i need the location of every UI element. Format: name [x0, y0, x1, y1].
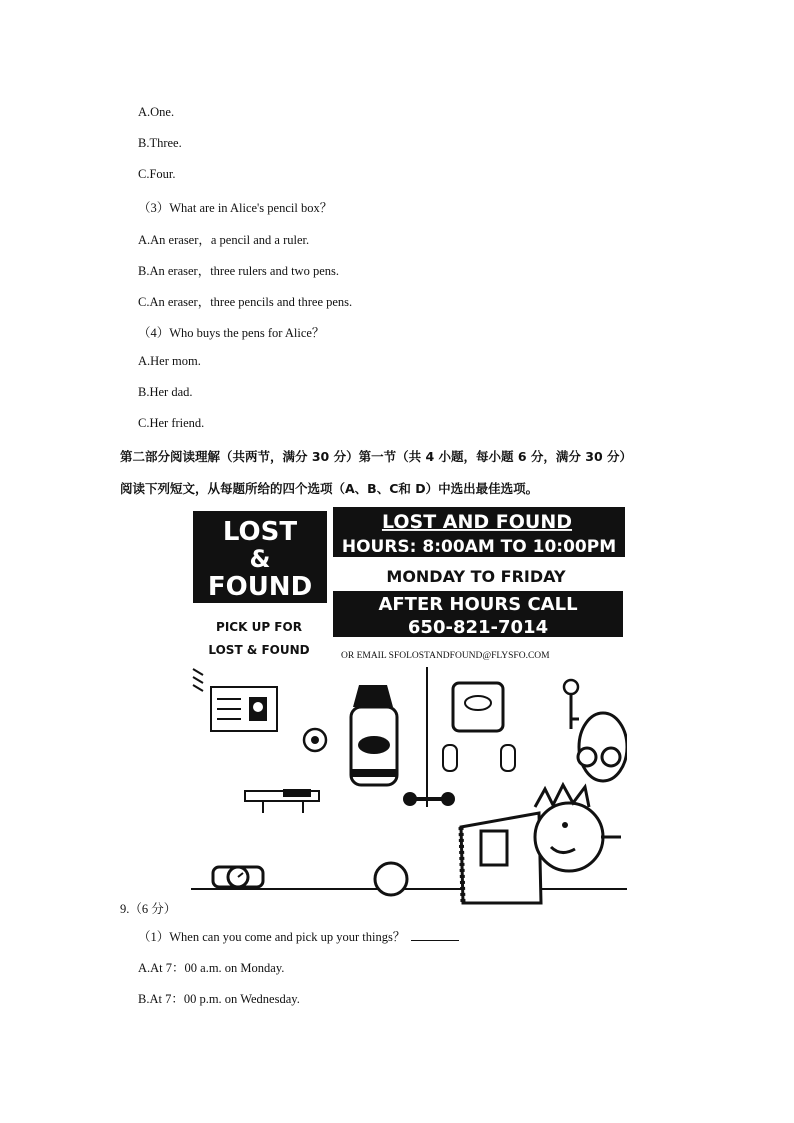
key-icon: [564, 680, 579, 729]
answer-blank[interactable]: [411, 930, 459, 941]
pen-icon: [245, 789, 319, 813]
watch-icon: [213, 867, 263, 887]
q3-option-a: A.An eraser，a pencil and a ruler.: [138, 233, 310, 247]
logo-line-2: &: [249, 545, 271, 573]
q9-number: 9.（6 分）: [120, 902, 177, 916]
q4-option-a: A.Her mom.: [138, 354, 201, 368]
ring-icon: [304, 729, 326, 751]
lost-and-found-poster: [191, 507, 627, 908]
q9-sub1-option-b: B.At 7：00 p.m. on Wednesday.: [138, 992, 300, 1006]
logo-line-3: FOUND: [207, 572, 313, 602]
poster-days: MONDAY TO FRIDAY: [386, 567, 566, 586]
poster-title: LOST AND FOUND: [381, 511, 573, 533]
motion-lines-icon: [193, 669, 203, 691]
section-instruction: 阅读下列短文，从每题所给的四个选项（A、B、C和 D）中选出最佳选项。: [120, 481, 539, 496]
pickup-line-2: LOST & FOUND: [208, 643, 310, 657]
q4-option-c: C.Her friend.: [138, 416, 205, 430]
book-icon: [461, 813, 541, 903]
q4-option-b: B.Her dad.: [138, 385, 193, 399]
q2-option-a: A.One.: [138, 105, 175, 119]
section-heading: 第二部分阅读理解（共两节，满分 30 分）第一节（共 4 小题，每小题 6 分，满分 30 分）: [120, 449, 633, 464]
poster-phone: 650-821-7014: [407, 617, 549, 638]
q3-question: （3）What are in Alice's pencil box？: [138, 201, 333, 215]
q9-sub1-question-text: （1）When can you come and pick up your things？: [138, 930, 406, 944]
dumbbell-icon: [403, 792, 455, 806]
camera-icon: [443, 683, 515, 771]
q2-option-c: C.Four.: [138, 167, 176, 181]
id-card-icon: [211, 687, 277, 731]
logo-line-1: LOST: [222, 517, 298, 547]
q3-option-b: B.An eraser，three rulers and two pens.: [138, 264, 339, 278]
poster-email: OR EMAIL SFOLOSTANDFOUND@FLYSFO.COM: [341, 651, 550, 661]
q2-option-b: B.Three.: [138, 136, 182, 150]
ball-icon: [375, 863, 407, 895]
q9-sub1-question: [138, 927, 459, 945]
poster-hours: HOURS: 8:00AM TO 10:00PM: [341, 537, 617, 557]
bottle-icon: [351, 685, 397, 785]
clerk-character: [578, 713, 627, 781]
pickup-line-1: PICK UP FOR: [216, 620, 302, 634]
q3-option-c: C.An eraser，three pencils and three pens.: [138, 295, 353, 309]
poster-after-hours: AFTER HOURS CALL: [378, 594, 578, 615]
poster-illustration: [191, 507, 627, 908]
q4-question: （4）Who buys the pens for Alice？: [138, 326, 325, 340]
q9-sub1-option-a: A.At 7：00 a.m. on Monday.: [138, 961, 285, 975]
boy-character: [535, 785, 621, 871]
